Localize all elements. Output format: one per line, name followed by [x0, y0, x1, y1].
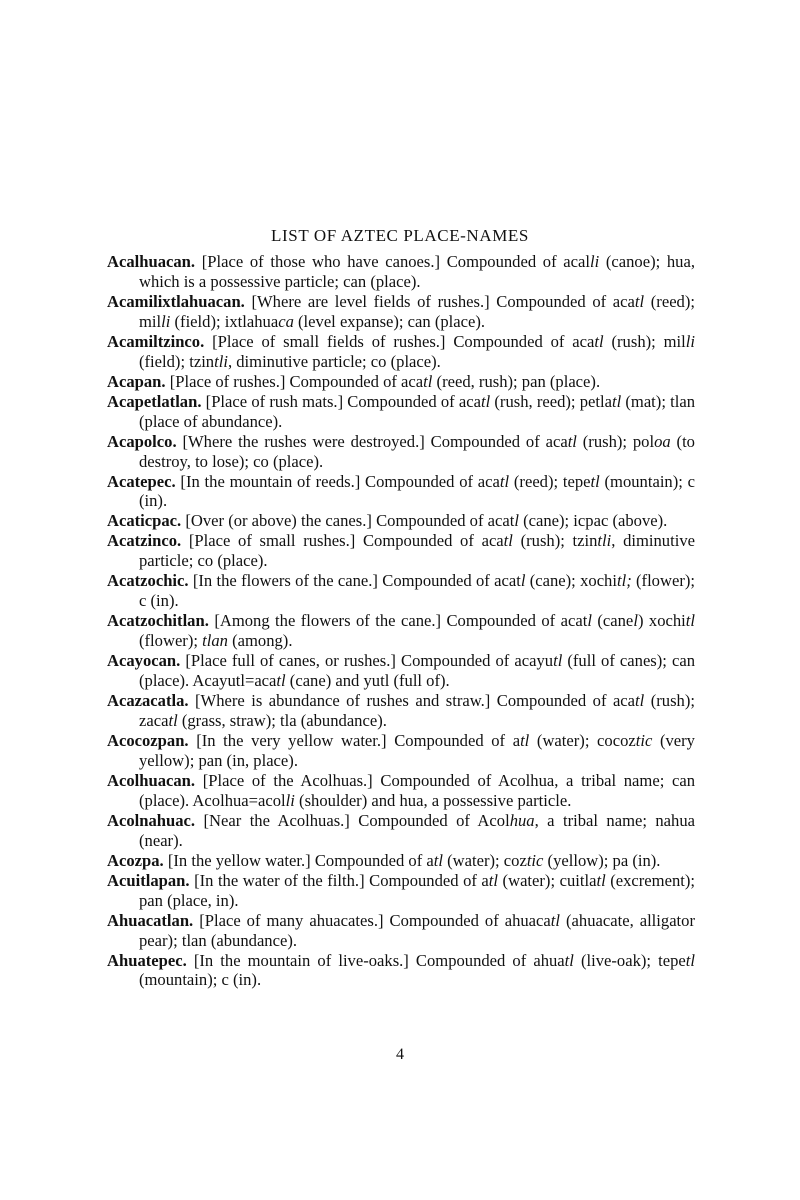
- entry-headword: Acozpa.: [107, 850, 164, 870]
- page-title: LIST OF AZTEC PLACE-NAMES: [271, 226, 529, 245]
- entry-headword: Acocozpan.: [107, 730, 189, 750]
- entry: [107, 571, 695, 611]
- entry-headword: Acaticpac.: [107, 511, 182, 531]
- entry: [107, 472, 695, 512]
- entry-definition: [Among the flowers of the cane.] Compounded of acatl (canel) xochitl (flower); tlan (among).: [139, 611, 696, 651]
- entry: [107, 332, 695, 372]
- entry-headword: Acolhuacan.: [107, 770, 196, 790]
- entry-definition: [Place full of canes, or rushes.] Compounded of acayutl (full of canes); can (place). Acayutl=acatl (cane) and yutl (full of).: [139, 651, 695, 691]
- entry-headword: Acayocan.: [107, 651, 181, 671]
- entry-definition: [In the mountain of live-oaks.] Compounded of ahuatl (live-oak); tepetl (mountain); c (in).: [139, 950, 695, 990]
- entry: [107, 292, 695, 332]
- entry-definition: [In the yellow water.] Compounded of atl (water); coztic (yellow); pa (in).: [167, 850, 661, 870]
- entry-definition: [In the mountain of reeds.] Compounded of acatl (reed); tepetl (mountain); c (in).: [139, 471, 695, 511]
- entry: [107, 851, 695, 871]
- entry: [107, 911, 695, 951]
- entry-definition: [Place of the Acolhuas.] Compounded of Acolhua, a tribal name; can (place). Acolhua=acolli (shoulder) and hua, a possessive particle.: [139, 770, 695, 810]
- entry: [107, 252, 695, 292]
- entry-definition: [In the very yellow water.] Compounded of atl (water); cocoztic (very yellow); pan (in, place).: [139, 730, 695, 770]
- entry-headword: Acatzochic.: [107, 571, 189, 591]
- entry-definition: [Place of rushes.] Compounded of acatl (reed, rush); pan (place).: [169, 371, 601, 391]
- entry-definition: [Where are level fields of rushes.] Compounded of acatl (reed); milli (field); ixtlahuaca (level expanse); can (place).: [139, 291, 695, 331]
- entry-definition: [In the water of the filth.] Compounded of atl (water); cuitlatl (excrement); pan (place, in).: [139, 870, 695, 910]
- entry: [107, 372, 695, 392]
- entry-definition: [Place of small rushes.] Compounded of acatl (rush); tzintli, diminutive particle; co (place).: [139, 531, 695, 571]
- entry-list: [107, 252, 695, 990]
- page-number: 4: [396, 1046, 404, 1063]
- entry: [107, 731, 695, 771]
- entry: [107, 432, 695, 472]
- entry: [107, 611, 695, 651]
- entry-headword: Acatepec.: [107, 471, 176, 491]
- entry: [107, 771, 695, 811]
- entry-definition: [Near the Acolhuas.] Compounded of Acolhua, a tribal name; nahua (near).: [139, 810, 696, 850]
- entry-headword: Acatzochitlan.: [107, 611, 209, 631]
- entry-headword: Acapolco.: [107, 431, 177, 451]
- entry-headword: Acuitlapan.: [107, 870, 190, 890]
- entry-headword: Acapan.: [107, 371, 166, 391]
- entry-headword: Acamiltzinco.: [107, 331, 205, 351]
- entry-definition: [Over (or above) the canes.] Compounded of acatl (cane); icpac (above).: [185, 511, 668, 531]
- entry-headword: Acatzinco.: [107, 531, 182, 551]
- entry: [107, 871, 695, 911]
- entry-headword: Acazacatla.: [107, 691, 189, 711]
- entry-definition: [Place of rush mats.] Compounded of acatl (rush, reed); petlatl (mat); tlan (place of abundance).: [139, 391, 695, 431]
- entry-definition: [Place of small fields of rushes.] Compounded of acatl (rush); milli (field); tzintli, diminutive particle; co (place).: [139, 331, 695, 371]
- entry-headword: Ahuacatlan.: [107, 910, 194, 930]
- entry: [107, 691, 695, 731]
- entry-headword: Acalhuacan.: [107, 252, 196, 271]
- entry-headword: Acapetlatlan.: [107, 391, 202, 411]
- entry-definition: [Place of many ahuacates.] Compounded of ahuacatl (ahuacate, alligator pear); tlan (abundance).: [139, 910, 695, 950]
- entry: [107, 511, 695, 531]
- entry-headword: Acamilixtlahuacan.: [107, 291, 245, 311]
- entry-definition: [Place of those who have canoes.] Compounded of acalli (canoe); hua, which is a possessive particle; can (place).: [139, 252, 695, 291]
- entry-definition: [Where the rushes were destroyed.] Compounded of acatl (rush); poloa (to destroy, to lose); co (place).: [139, 431, 695, 471]
- entry-definition: [In the flowers of the cane.] Compounded of acatl (cane); xochitl; (flower); c (in).: [139, 571, 695, 611]
- entry: [107, 651, 695, 691]
- entry: [107, 811, 695, 851]
- entry: [107, 392, 695, 432]
- entry-headword: Ahuatepec.: [107, 950, 187, 970]
- entry-definition: [Where is abundance of rushes and straw.] Compounded of acatl (rush); zacatl (grass, straw); tla (abundance).: [139, 691, 695, 730]
- entry: [107, 531, 695, 571]
- entry: [107, 951, 695, 991]
- entry-headword: Acolnahuac.: [107, 810, 196, 830]
